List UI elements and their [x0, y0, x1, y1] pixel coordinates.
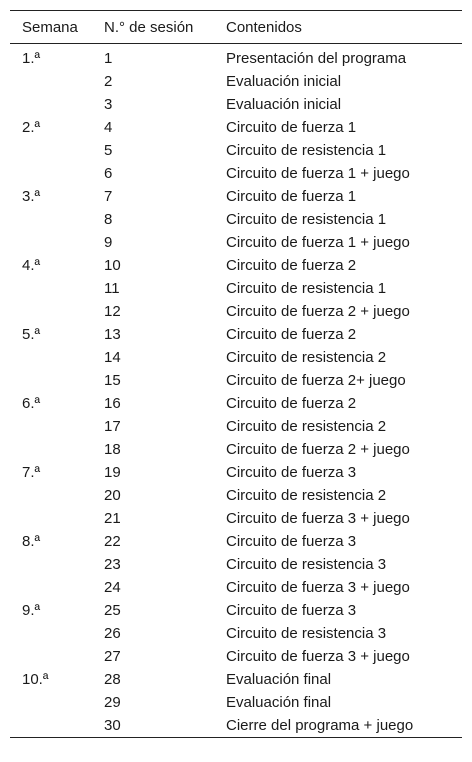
cell-contenido: Circuito de fuerza 1 + juego — [226, 234, 410, 251]
cell-contenido: Circuito de resistencia 2 — [226, 487, 387, 504]
cell-sesion: 1 — [104, 50, 113, 67]
header-row — [10, 11, 462, 44]
cell-semana — [10, 139, 94, 162]
table-row — [10, 369, 462, 392]
cell-sesion: 12 — [104, 303, 121, 320]
cell-semana — [10, 277, 94, 300]
cell-sesion: 19 — [104, 464, 121, 481]
table-row — [10, 714, 462, 738]
session-table — [10, 10, 462, 744]
table-row — [10, 277, 462, 300]
cell-sesion: 22 — [104, 533, 121, 550]
cell-semana: 8.ª — [22, 533, 41, 550]
cell-sesion: 2 — [104, 73, 113, 90]
cell-contenido: Circuito de resistencia 1 — [226, 142, 387, 159]
cell-contenido: Evaluación final — [226, 671, 332, 688]
cell-sesion: 17 — [104, 418, 121, 435]
table-row — [10, 530, 462, 553]
table-row — [10, 208, 462, 231]
cell-sesion: 9 — [104, 234, 113, 251]
cell-contenido: Circuito de resistencia 1 — [226, 211, 387, 228]
cell-semana — [10, 70, 94, 93]
cell-sesion: 23 — [104, 556, 121, 573]
cell-sesion: 5 — [104, 142, 113, 159]
cell-semana — [10, 369, 94, 392]
table-row — [10, 300, 462, 323]
table-row — [10, 323, 462, 346]
cell-semana — [10, 346, 94, 369]
cell-sesion: 6 — [104, 165, 113, 182]
cell-sesion: 29 — [104, 694, 121, 711]
cell-contenido: Evaluación inicial — [226, 73, 342, 90]
table-row — [10, 70, 462, 93]
table-footer-rule — [10, 738, 462, 745]
cell-semana: 6.ª — [22, 395, 41, 412]
cell-contenido: Circuito de fuerza 2 + juego — [226, 441, 410, 458]
cell-sesion: 10 — [104, 257, 121, 274]
cell-contenido: Evaluación final — [226, 694, 332, 711]
cell-semana — [10, 714, 94, 738]
table-row — [10, 254, 462, 277]
cell-contenido: Circuito de resistencia 2 — [226, 349, 387, 366]
cell-semana — [10, 484, 94, 507]
table-row — [10, 116, 462, 139]
cell-semana — [10, 300, 94, 323]
session-table-container — [10, 10, 462, 744]
cell-semana — [10, 691, 94, 714]
cell-contenido: Circuito de fuerza 3 — [226, 533, 357, 550]
cell-sesion: 26 — [104, 625, 121, 642]
table-row — [10, 392, 462, 415]
table-row — [10, 231, 462, 254]
cell-semana: 2.ª — [22, 119, 41, 136]
header-semana: Semana — [22, 18, 78, 36]
table-row — [10, 139, 462, 162]
cell-sesion: 15 — [104, 372, 121, 389]
table-header — [10, 11, 462, 44]
bottom-rule — [10, 738, 462, 745]
table-row — [10, 553, 462, 576]
cell-contenido: Cierre del programa + juego — [226, 717, 414, 734]
cell-semana — [10, 507, 94, 530]
cell-semana — [10, 208, 94, 231]
cell-sesion: 7 — [104, 188, 113, 205]
cell-semana — [10, 622, 94, 645]
cell-sesion: 14 — [104, 349, 121, 366]
cell-sesion: 3 — [104, 96, 113, 113]
cell-semana: 9.ª — [22, 602, 41, 619]
table-row — [10, 346, 462, 369]
cell-contenido: Circuito de fuerza 3 + juego — [226, 510, 410, 527]
cell-contenido: Circuito de resistencia 1 — [226, 280, 387, 297]
header-sesion: N.° de sesión — [104, 18, 194, 36]
table-row — [10, 438, 462, 461]
table-row — [10, 185, 462, 208]
cell-semana: 5.ª — [22, 326, 41, 343]
cell-contenido: Circuito de resistencia 2 — [226, 418, 387, 435]
table-row — [10, 691, 462, 714]
cell-contenido: Circuito de fuerza 3 + juego — [226, 648, 410, 665]
cell-semana — [10, 162, 94, 185]
table-row — [10, 576, 462, 599]
cell-semana: 1.ª — [22, 50, 41, 67]
cell-sesion: 18 — [104, 441, 121, 458]
cell-sesion: 21 — [104, 510, 121, 527]
cell-sesion: 4 — [104, 119, 113, 136]
cell-contenido: Circuito de fuerza 3 — [226, 602, 357, 619]
cell-contenido: Circuito de fuerza 3 — [226, 464, 357, 481]
cell-contenido: Circuito de fuerza 2+ juego — [226, 372, 406, 389]
cell-contenido: Circuito de fuerza 1 — [226, 188, 357, 205]
cell-semana — [10, 93, 94, 116]
table-row — [10, 484, 462, 507]
table-row — [10, 162, 462, 185]
cell-sesion: 16 — [104, 395, 121, 412]
cell-contenido: Circuito de resistencia 3 — [226, 625, 387, 642]
cell-contenido: Circuito de fuerza 3 + juego — [226, 579, 410, 596]
cell-sesion: 25 — [104, 602, 121, 619]
table-row — [10, 622, 462, 645]
cell-semana — [10, 438, 94, 461]
cell-contenido: Circuito de resistencia 3 — [226, 556, 387, 573]
cell-contenido: Presentación del programa — [226, 50, 407, 67]
cell-semana: 3.ª — [22, 188, 41, 205]
cell-semana: 7.ª — [22, 464, 41, 481]
cell-semana — [10, 415, 94, 438]
cell-semana: 4.ª — [22, 257, 41, 274]
cell-sesion: 30 — [104, 717, 121, 734]
cell-sesion: 8 — [104, 211, 113, 228]
cell-semana — [10, 576, 94, 599]
table-body — [10, 44, 462, 738]
cell-sesion: 13 — [104, 326, 121, 343]
cell-contenido: Evaluación inicial — [226, 96, 342, 113]
table-row — [10, 461, 462, 484]
table-row — [10, 93, 462, 116]
cell-semana — [10, 553, 94, 576]
cell-sesion: 27 — [104, 648, 121, 665]
cell-semana — [10, 645, 94, 668]
table-row — [10, 507, 462, 530]
cell-semana: 10.ª — [22, 671, 49, 688]
cell-sesion: 24 — [104, 579, 121, 596]
cell-contenido: Circuito de fuerza 2 — [226, 257, 357, 274]
table-row — [10, 645, 462, 668]
cell-contenido: Circuito de fuerza 1 — [226, 119, 357, 136]
table-row — [10, 44, 462, 71]
cell-contenido: Circuito de fuerza 2 — [226, 326, 357, 343]
cell-sesion: 20 — [104, 487, 121, 504]
cell-semana — [10, 231, 94, 254]
table-row — [10, 668, 462, 691]
cell-contenido: Circuito de fuerza 2 — [226, 395, 357, 412]
header-contenidos: Contenidos — [226, 18, 302, 36]
cell-sesion: 11 — [104, 280, 120, 297]
table-row — [10, 599, 462, 622]
cell-contenido: Circuito de fuerza 1 + juego — [226, 165, 410, 182]
table-row — [10, 415, 462, 438]
cell-sesion: 28 — [104, 671, 121, 688]
cell-contenido: Circuito de fuerza 2 + juego — [226, 303, 410, 320]
